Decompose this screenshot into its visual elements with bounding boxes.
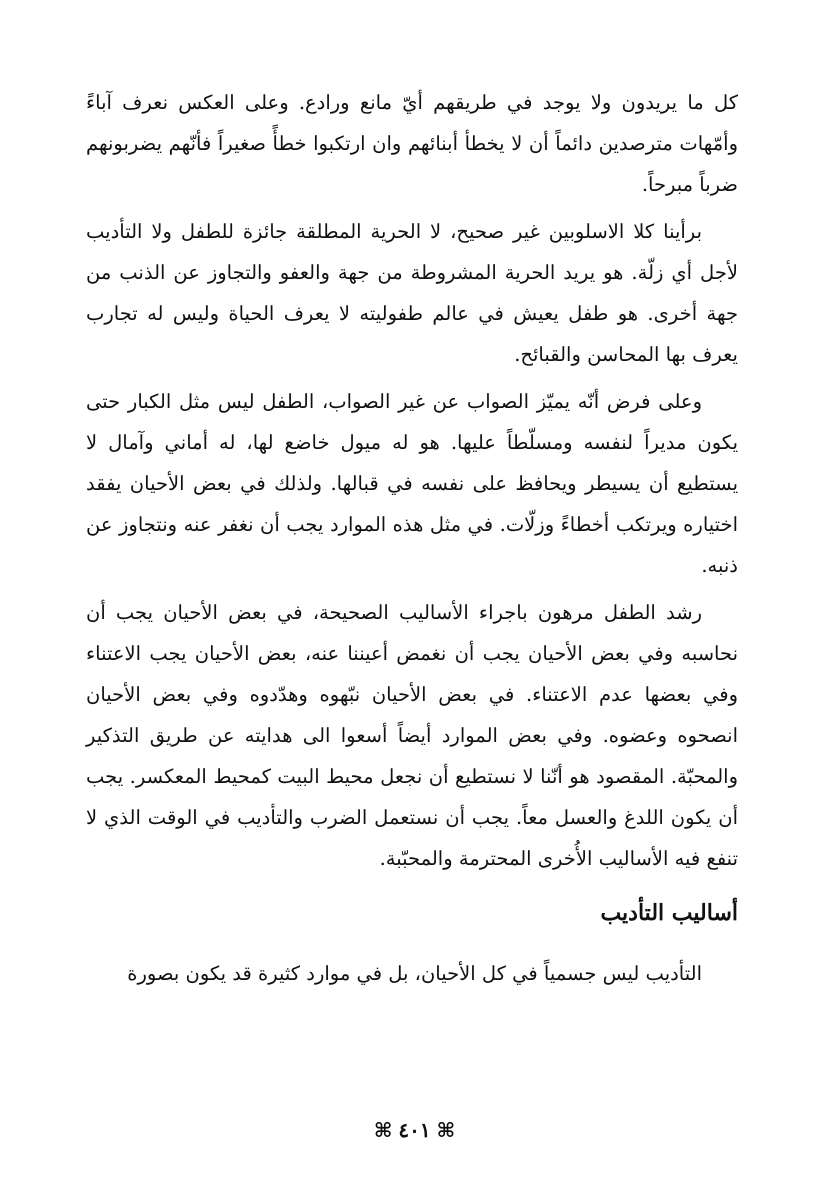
paragraph-two-styles: برأينا كلا الاسلوبين غير صحيح، لا الحرية المطلقة جائزة للطفل ولا التأديب لأجل أي زلّة. هو يريد الحرية المشروطة من جهة والعفو والتجاوز عن الذنب من جهة أخرى. هو طفل يعيش في عالم طفوليته لا يعرف الحياة وليس له تجارب يعرف بها المحاسن والقبائح. [86,220,738,366]
paragraph-child-judgement: وعلى فرض أنّه يميّز الصواب عن غير الصواب، الطفل ليس مثل الكبار حتى يكون مديراً لنفسه ومسلّطاً عليها. هو له ميول خاضع لها، له أماني وآمال لا يستطيع أن يسيطر ويحافظ على نفسه في قبالها. ولذلك في بعض الأحيان يفقد اختياره ويرتكب أخطاءً وزلّات. في مثل هذه الموارد يجب أن نغفر عنه ونتجاوز عن ذنبه. [86,390,738,577]
page-body [86,82,738,1000]
section-heading: أساليب التأديب [600,900,738,926]
paragraph-continuation: كل ما يريدون ولا يوجد في طريقهم أيّ مانع ورادع. وعلى العكس نعرف آباءً وأمّهات مترصدين دائماً أن لا يخطأ أبنائهم وان ارتكبوا خطأً صغيراً فأنّهم يضربونهم ضرباً مبرحاً. [86,91,738,196]
command-symbol-icon: ⌘ [373,1118,393,1142]
page-number: ٤٠١ [398,1118,431,1142]
command-symbol-icon: ⌘ [436,1118,456,1142]
paragraph-child-growth: رشد الطفل مرهون باجراء الأساليب الصحيحة، في بعض الأحيان يجب أن نحاسبه وفي بعض الأحيان يجب أن نغمض أعيننا عنه، بعض الأحيان يجب الاعتناء وفي بعضها عدم الاعتناء. في بعض الأحيان نبّهوه وهدّدوه وفي بعض الأحيان انصحوه وعضوه. وفي بعض الموارد أيضاً أسعوا الى هدايته عن طريق التذكير والمحبّة. المقصود هو أنّنا لا نستطيع أن نجعل محيط البيت كمحيط المعكسر. يجب أن يكون اللدغ والعسل معاً. يجب أن نستعمل الضرب والتأديب في الوقت الذي لا تنفع فيه الأساليب الأُخرى المحترمة والمحبّبة. [86,601,738,870]
paragraph-discipline-methods: التأديب ليس جسمياً في كل الأحيان، بل في موارد كثيرة قد يكون بصورة [127,962,702,985]
page-footer [0,1115,829,1145]
